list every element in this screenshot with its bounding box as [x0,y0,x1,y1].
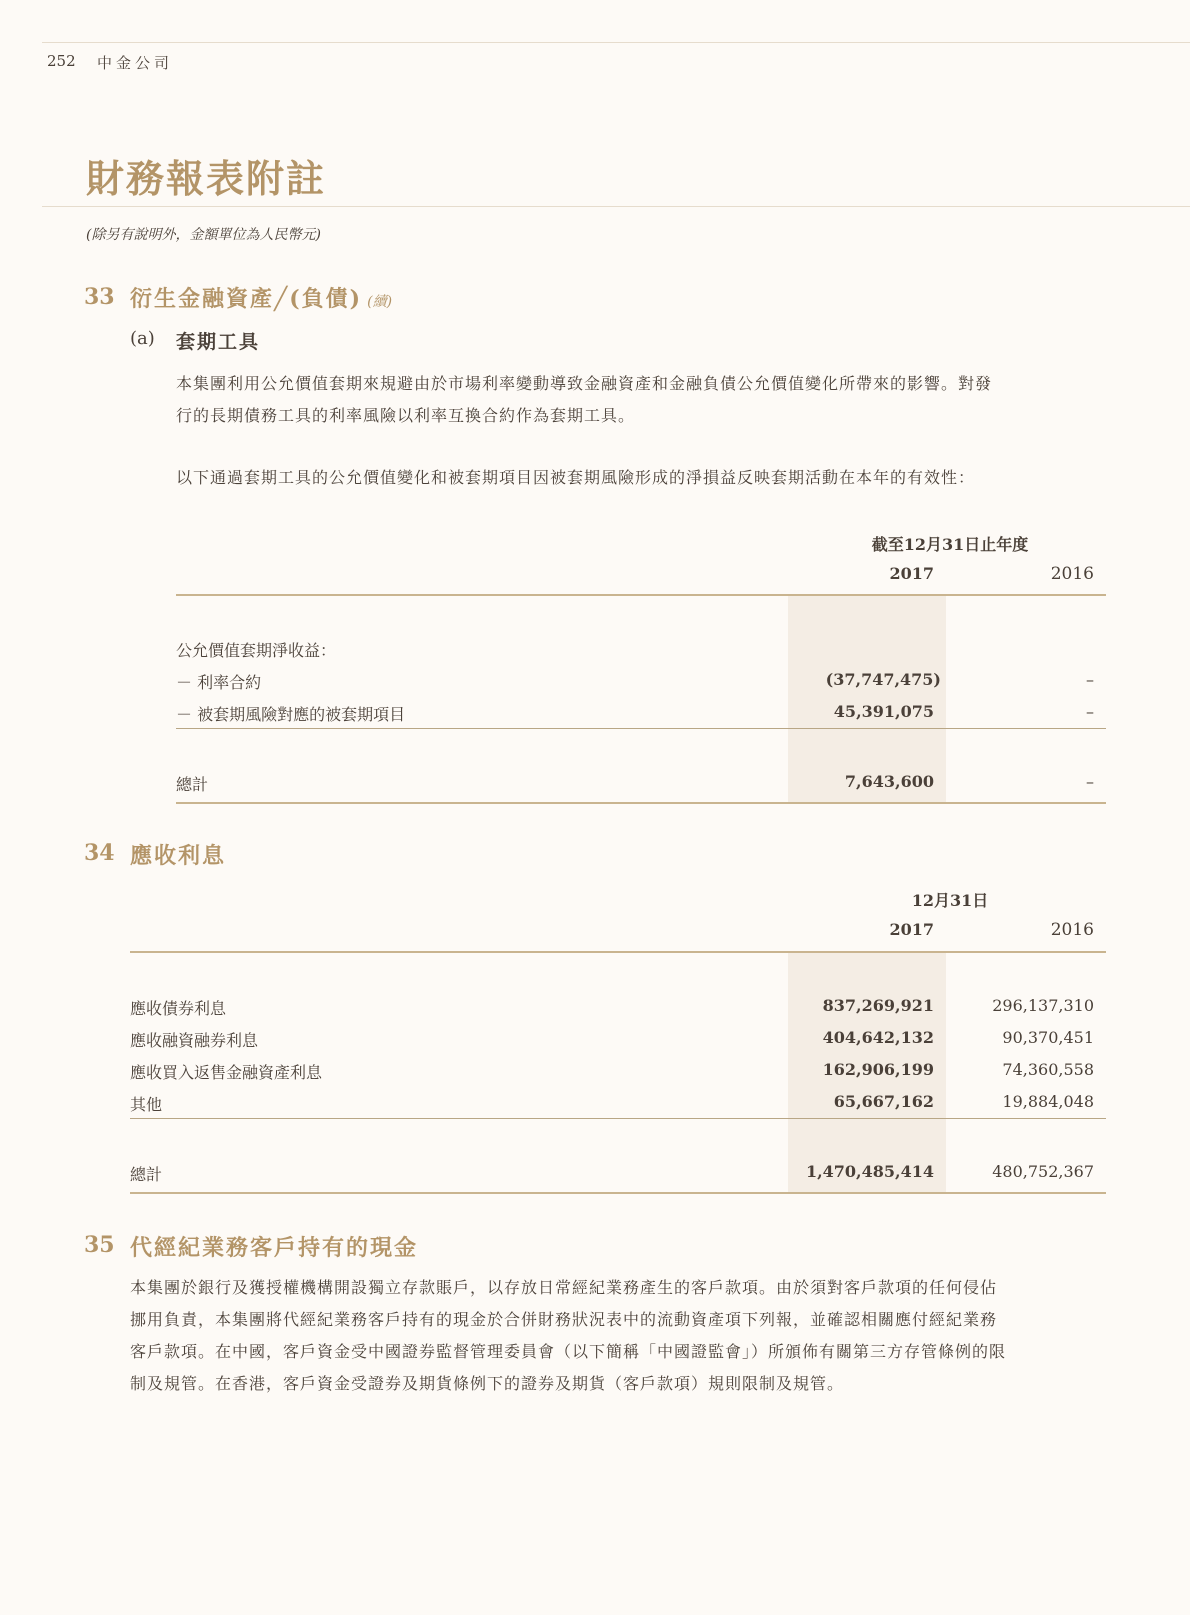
table-34-total-2016: 480,752,367 [992,1162,1094,1181]
table-33-subtotal-rule [176,728,1106,729]
table-row-value-2016: – [1086,702,1094,721]
table-row-value-2017: 45,391,075 [833,702,934,721]
table-34-col-2017: 2017 [889,920,934,939]
table-row-value-2017: 404,642,132 [822,1028,934,1047]
table-row-label: － 利率合約 [176,673,262,692]
table-row-label: － 被套期風險對應的被套期項目 [176,705,406,724]
page-title: 財務報表附註 [86,156,327,201]
table-34-subtotal-rule [130,1118,1106,1119]
table-row-value-2016: 19,884,048 [1002,1092,1094,1111]
table-row-label: 應收債券利息 [130,999,227,1018]
hedge-paragraph-1 [176,368,992,432]
para-line: 客戶款項。在中國，客戶資金受中國證券監督管理委員會（以下簡稱「中國證監會」）所頒佈有關第三方存管條例的限 [130,1342,1007,1361]
company-name: 中金公司 [97,54,174,72]
para-line: 制及規管。在香港，客戶資金受證券及期貨條例下的證券及期貨（客戶款項）規則限制及規管。 [130,1374,845,1393]
table-33-col-2017: 2017 [889,564,934,583]
subsection-a-label: (a) [130,328,155,349]
table-row-value-2017: 162,906,199 [822,1060,934,1079]
table-33-bottom-rule [176,802,1106,804]
section-33-heading [130,282,392,313]
section-33-title: 衍生金融資產╱(負債) [130,286,363,312]
table-row-value-2016: 90,370,451 [1002,1028,1094,1047]
hedge-paragraph-2: 以下通過套期工具的公允價值變化和被套期項目因被套期風險形成的淨損益反映套期活動在本年的有效性： [176,468,976,487]
header-rule [42,42,1190,43]
table-row-value-2017: 837,269,921 [822,996,934,1015]
section-35-title: 代經紀業務客戶持有的現金 [130,1235,419,1261]
table-row-value-2016: 74,360,558 [1002,1060,1094,1079]
table-row-value-2016: 296,137,310 [992,996,1094,1015]
table-34-total-2017: 1,470,485,414 [805,1162,934,1181]
table-34-total-label: 總計 [130,1165,163,1184]
table-33-total-label: 總計 [176,775,209,794]
table-33-total-2016: – [1086,772,1094,791]
client-cash-paragraph [130,1272,1006,1400]
table-row-label: 應收融資融券利息 [130,1031,259,1050]
table-33-group-label: 公允價值套期淨收益： [176,641,337,660]
page-number: 252 [47,52,76,70]
para-line: 行的長期債務工具的利率風險以利率互換合約作為套期工具。 [176,406,636,425]
table-33-total-2017: 7,643,600 [844,772,934,791]
table-row-label: 應收買入返售金融資產利息 [130,1063,323,1082]
para-line: 挪用負責，本集團將代經紀業務客戶持有的現金於合併財務狀況表中的流動資產項下列報，並確認相關應付經紀業務 [130,1310,998,1329]
section-33-number: 33 [84,284,115,310]
table-row-value-2017: (37,747,475) [825,670,941,689]
table-34-col-2016: 2016 [1050,920,1094,940]
table-34-bottom-rule [130,1192,1106,1194]
para-line: 本集團利用公允價值套期來規避由於市場利率變動導致金融資產和金融負債公允價值變化所帶來的影響。對發 [176,374,993,393]
section-34-number: 34 [84,840,115,866]
table-33-header-rule [176,594,1106,596]
table-row-label: 其他 [130,1095,163,1114]
continued-note: (續) [367,294,393,310]
para-line: 本集團於銀行及獲授權機構開設獨立存款賬戶，以存放日常經紀業務產生的客戶款項。由於須對客戶款項的任何侵佔 [130,1278,998,1297]
table-row-value-2016: – [1086,670,1094,689]
table-34-period-header: 12月31日 [911,891,989,910]
table-row-value-2017: 65,667,162 [833,1092,934,1111]
subsection-a-title: 套期工具 [176,331,261,353]
table-34-header-rule [130,951,1106,953]
table-33-col-2016: 2016 [1050,564,1094,584]
table-33-period-header: 截至12月31日止年度 [871,535,1029,554]
section-35-number: 35 [84,1232,115,1258]
section-34-title: 應收利息 [130,843,227,869]
title-rule [42,206,1190,207]
currency-note: (除另有說明外，金額單位為人民幣元) [86,227,321,243]
